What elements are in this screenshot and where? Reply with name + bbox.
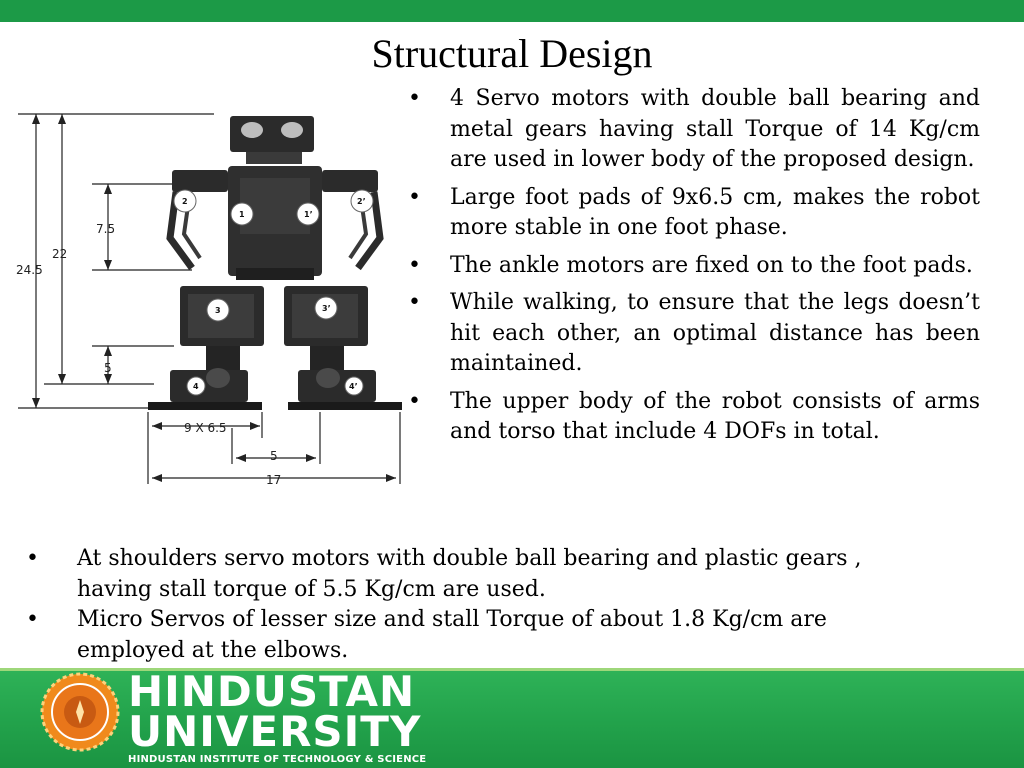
robot-structure-figure [14,108,406,492]
bullet-item [408,251,980,282]
bullet-dot: • [408,252,421,278]
servo-label-3p: 3’ [322,304,331,313]
bullet-text: The ankle motors are fixed on to the foot pads. [450,252,973,278]
bullet-dot: • [26,607,39,632]
dim-label-24-5: 24.5 [16,263,43,277]
dim-label-gap: 5 [270,449,278,463]
servo-label-2: 2 [182,197,188,206]
right-bullet-list [408,84,980,455]
robot-diagram [14,108,406,492]
bullet-dot: • [408,86,421,111]
bullet-text: Micro Servos of lesser size and stall Torque of about 1.8 Kg/cm are employed at the elbows. [77,607,827,663]
servo-label-1: 1 [239,210,245,219]
bullet-dot: • [408,388,421,414]
bullet-dot: • [26,546,39,571]
bullet-item [26,605,886,666]
bullet-text: At shoulders servo motors with double ball bearing and plastic gears , having stall torque of 5.5 Kg/cm are used. [77,546,862,602]
servo-label-3: 3 [215,306,221,315]
bullet-dot: • [408,184,421,210]
bullet-item [408,387,980,448]
bullet-dot: • [408,290,421,315]
dim-label-5-ankle: 5 [104,361,112,375]
bullet-item [408,183,980,244]
top-green-bar [0,0,1024,22]
bullet-item [408,288,980,380]
bullet-item [26,544,886,605]
dim-label-17: 17 [266,473,282,487]
bullet-text: The upper body of the robot consists of arms and torso that include 4 DOFs in total. [450,388,980,444]
bottom-bullet-list [26,544,886,666]
dim-label-foot: 9 X 6.5 [184,421,227,435]
bullet-text: Large foot pads of 9x6.5 cm, makes the robot more stable in one foot phase. [450,184,980,240]
dim-label-22: 22 [52,247,68,261]
servo-label-2p: 2’ [357,197,366,206]
bullet-item [408,84,980,176]
brand-tagline: HINDUSTAN INSTITUTE OF TECHNOLOGY & SCIENCE [128,754,427,765]
robot-body [148,116,402,410]
university-seal-logo [40,672,120,752]
slide-title: Structural Design [371,31,653,76]
dim-label-7-5: 7.5 [96,222,116,236]
bullet-text: While walking, to ensure that the legs doesn’t hit each other, an optimal distance has been maintained. [450,290,980,376]
servo-label-4: 4 [193,382,199,391]
brand-line-1: HINDUSTAN [128,667,416,716]
servo-label-1p: 1’ [304,210,313,219]
bullet-text: 4 Servo motors with double ball bearing and metal gears having stall Torque of 14 Kg/cm are used in lower body of the proposed design. [450,86,980,172]
footer-banner [0,668,1024,768]
brand-line-2: UNIVERSITY [128,707,422,756]
servo-label-4p: 4’ [349,382,358,391]
